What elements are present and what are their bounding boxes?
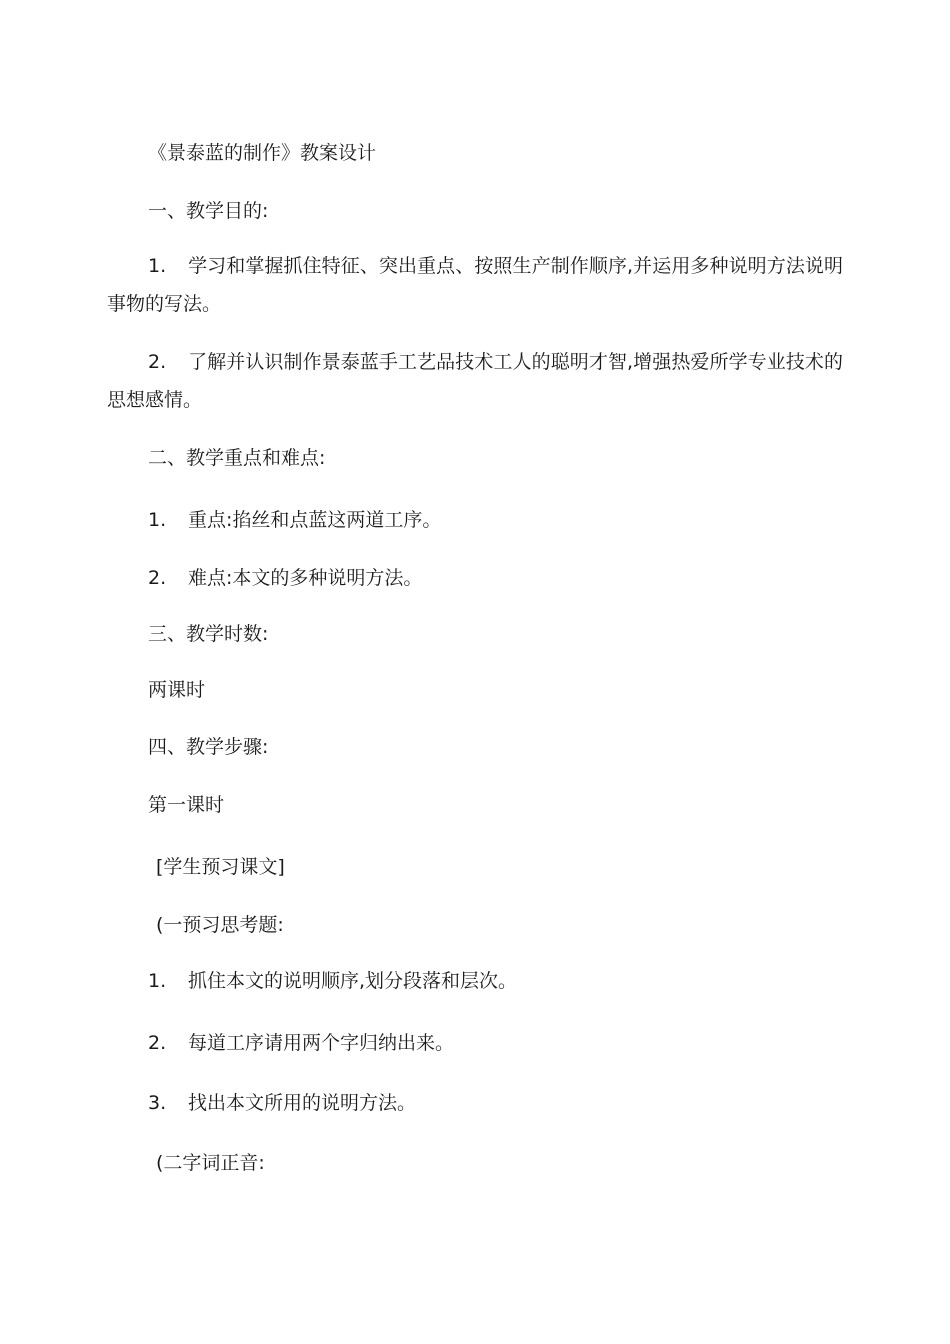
list-number: 2. <box>148 351 167 373</box>
section-heading-key-points: 二、教学重点和难点: <box>148 447 326 469</box>
list-item-text: 找出本文所用的说明方法。 <box>188 1092 417 1114</box>
section-heading-objectives: 一、教学目的: <box>148 200 269 222</box>
objective-item-1 <box>107 247 843 323</box>
list-number: 1. <box>148 255 167 277</box>
question-item-1 <box>148 967 517 995</box>
list-number: 1. <box>148 509 167 531</box>
list-item-text: 了解并认识制作景泰蓝手工艺品技术工人的聪明才智,增强热爱所学专业技术的思想感情。 <box>107 351 843 411</box>
section-heading-hours: 三、教学时数: <box>148 623 269 645</box>
section-heading-steps: 四、教学步骤: <box>148 736 269 758</box>
list-item-text: 重点:掐丝和点蓝这两道工序。 <box>188 509 442 531</box>
preview-heading: [学生预习课文] <box>156 856 285 878</box>
question-item-2 <box>148 1029 454 1057</box>
question-item-3 <box>148 1089 416 1117</box>
document-title: 《景泰蓝的制作》教案设计 <box>148 142 377 164</box>
objective-item-2 <box>107 343 843 419</box>
list-item-text: 每道工序请用两个字归纳出来。 <box>188 1032 455 1054</box>
key-point-item-2 <box>148 564 422 592</box>
list-item-text: 难点:本文的多种说明方法。 <box>188 567 423 589</box>
list-number: 2. <box>148 1032 167 1054</box>
hours-text: 两课时 <box>148 679 206 701</box>
list-item-text: 抓住本文的说明顺序,划分段落和层次。 <box>188 970 518 992</box>
preview-questions-heading: (一预习思考题: <box>156 914 284 936</box>
lesson-one-label: 第一课时 <box>148 794 225 816</box>
list-number: 3. <box>148 1092 167 1114</box>
list-number: 2. <box>148 567 167 589</box>
list-item-text: 学习和掌握抓住特征、突出重点、按照生产制作顺序,并运用多种说明方法说明事物的写法。 <box>107 255 843 315</box>
list-number: 1. <box>148 970 167 992</box>
key-point-item-1 <box>148 506 441 534</box>
word-pronunciation-heading: (二字词正音: <box>156 1152 265 1174</box>
